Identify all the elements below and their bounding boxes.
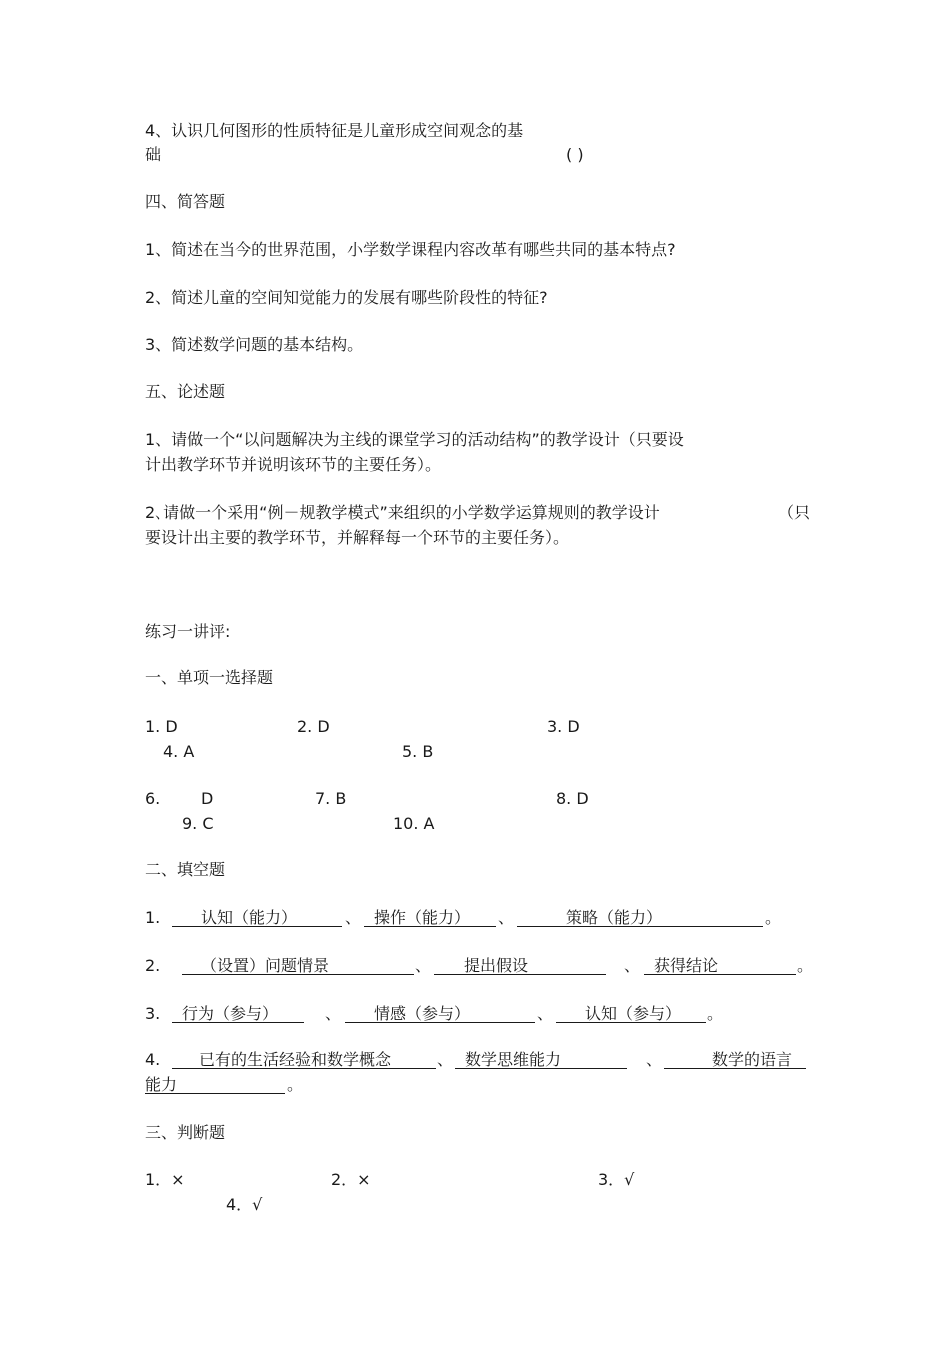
choice-answer-2: 2. D — [297, 717, 330, 736]
fill-row3-end: 。 — [707, 1004, 724, 1023]
choice-answer-7: 7. B — [315, 789, 347, 808]
review-title: 练习一讲评: — [145, 622, 231, 641]
fill-row2-sep1: 、 — [415, 956, 432, 975]
essay-q2-line1-tail: （只 — [778, 503, 811, 522]
fill-row4-sep1: 、 — [437, 1050, 454, 1069]
judgment-q4-line2: 础 — [145, 145, 162, 164]
choice-answer-10: 10. A — [393, 814, 435, 833]
choice-answer-3: 3. D — [547, 717, 580, 736]
choice-answer-6-val: D — [201, 789, 214, 808]
fill-row3-sep2: 、 — [537, 1004, 554, 1023]
fill-row2-answer-b: 提出假设 — [464, 956, 529, 975]
fill-row1-sep2: 、 — [498, 908, 515, 927]
short-answer-q3: 3、简述数学问题的基本结构。 — [145, 335, 364, 354]
judgment-answer-2: 2．× — [331, 1170, 371, 1189]
choice-answer-8: 8. D — [556, 789, 589, 808]
fill-row4-sep2: 、 — [646, 1050, 663, 1069]
fill-row2-answer-a: （设置）问题情景 — [201, 956, 330, 975]
essay-q2-line2: 要设计出主要的教学环节，并解释每一个环节的主要任务）。 — [145, 528, 570, 547]
section-heading-short-answer: 四、简答题 — [145, 192, 226, 211]
fill-row4-answer-b: 数学思维能力 — [465, 1050, 562, 1069]
fill-row4-answer-a: 已有的生活经验和数学概念 — [199, 1050, 392, 1069]
essay-q1-line2: 计出教学环节并说明该环节的主要任务）。 — [145, 455, 442, 474]
fill-row1-answer-b: 操作（能力） — [374, 908, 471, 927]
choice-answer-9: 9. C — [182, 814, 214, 833]
fill-row4-answer-d: 能力 — [145, 1075, 178, 1094]
choice-answer-1: 1. D — [145, 717, 178, 736]
fill-row1-answer-c: 策略（能力） — [566, 908, 663, 927]
fill-row2-num: 2. — [145, 956, 161, 975]
fill-row3-num: 3. — [145, 1004, 161, 1023]
fill-row2-end: 。 — [797, 956, 814, 975]
section-heading-fill-blank: 二、填空题 — [145, 860, 226, 879]
short-answer-q2: 2、简述儿童的空间知觉能力的发展有哪些阶段性的特征? — [145, 288, 548, 307]
section-heading-judgment: 三、判断题 — [145, 1123, 226, 1142]
fill-row2-sep2: 、 — [624, 956, 641, 975]
judgment-answer-3: 3．√ — [598, 1170, 635, 1189]
choice-answer-4: 4. A — [163, 742, 195, 761]
fill-row3-answer-a: 行为（参与） — [182, 1004, 279, 1023]
judgment-answer-4: 4．√ — [226, 1195, 263, 1214]
fill-row3-answer-b: 情感（参与） — [374, 1004, 471, 1023]
fill-row4-end: 。 — [287, 1075, 304, 1094]
essay-q2-line1: 2､请做一个采用“例－规教学模式”来组织的小学数学运算规则的教学设计 — [145, 503, 660, 522]
section-heading-single-choice: 一、单项一选择题 — [145, 668, 274, 687]
fill-row4-answer-c: 数学的语言 — [712, 1050, 793, 1069]
fill-row1-answer-a: 认知（能力） — [201, 908, 298, 927]
section-heading-essay: 五、论述题 — [145, 382, 226, 401]
fill-row4-num: 4. — [145, 1050, 161, 1069]
fill-row1-end: 。 — [765, 908, 782, 927]
choice-answer-5: 5. B — [402, 742, 434, 761]
essay-q1-line1: 1、请做一个“以问题解决为主线的课堂学习的活动结构”的教学设计（只要设 — [145, 430, 684, 449]
fill-row1-sep1: 、 — [345, 908, 362, 927]
judgment-q4-line1: 4、认识几何图形的性质特征是儿童形成空间观念的基 — [145, 121, 524, 140]
choice-answer-6-num: 6. — [145, 789, 161, 808]
fill-row3-sep1: 、 — [325, 1004, 342, 1023]
fill-row1-num: 1. — [145, 908, 161, 927]
short-answer-q1: 1、简述在当今的世界范围，小学数学课程内容改革有哪些共同的基本特点? — [145, 240, 676, 259]
judgment-answer-1: 1．× — [145, 1170, 185, 1189]
fill-row3-answer-c: 认知（参与） — [585, 1004, 682, 1023]
answer-paren: ( ) — [566, 145, 584, 164]
fill-row2-answer-c: 获得结论 — [654, 956, 719, 975]
